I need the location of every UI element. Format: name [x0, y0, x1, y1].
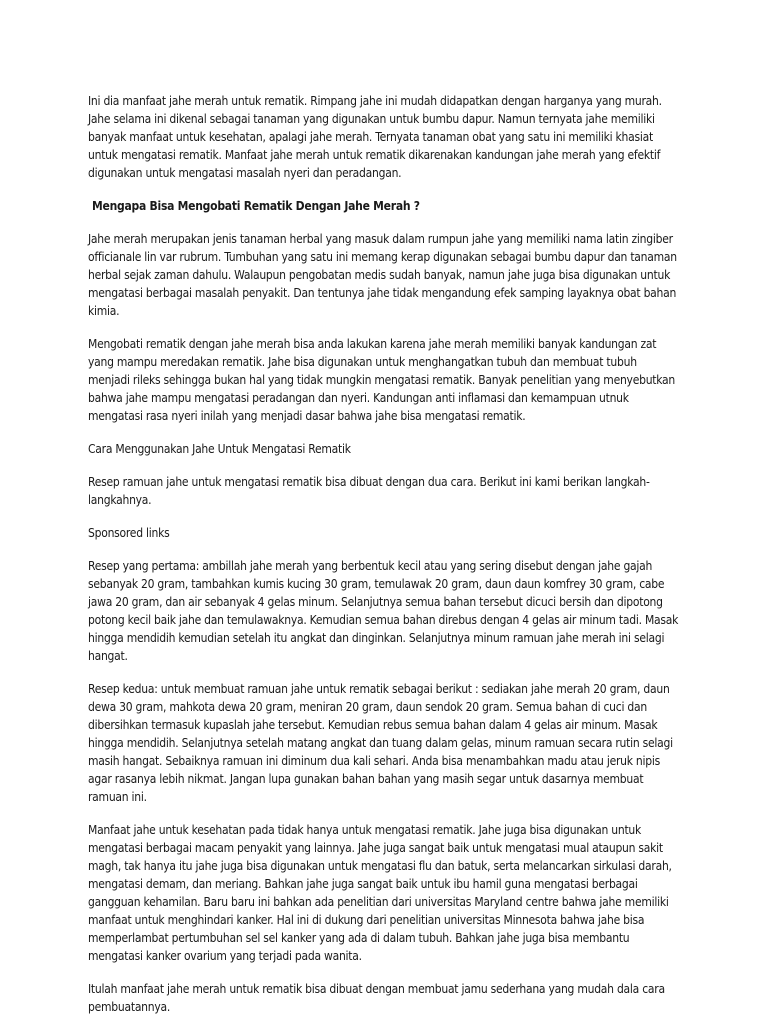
sponsored-links-label: Sponsored links [88, 526, 170, 540]
paragraph-intro: Ini dia manfaat jahe merah untuk rematik. Rimpang jahe ini mudah didapatkan dengan harganya yang murah. Jahe selama ini dikenal sebagai tanaman yang digunakan untuk bumbu dapur. Namun ternyata jahe memiliki banyak manfaat untuk kesehatan, apalagi jahe merah. Ternyata tanaman obat yang satu ini memiliki khasiat untuk mengatasi rematik. Manfaat jahe merah untuk rematik dikarenakan kandungan jahe merah yang efektif digunakan untuk mengatasi masalah nyeri dan peradangan. [88, 94, 662, 180]
paragraph-resep-pertama: Resep yang pertama: ambillah jahe merah yang berbentuk kecil atau yang sering disebut dengan jahe gajah sebanyak 20 gram, tambahkan kumis kucing 30 gram, temulawak 20 gram, daun daun komfrey 30 gram, cabe jawa 20 gram, dan air sebanyak 4 gelas minum. Selanjutnya semua bahan tersebut dicuci bersih dan dipotong potong kecil baik jahe dan temulawaknya. Kemudian semua bahan direbus dengan 4 gelas air minum tadi. Masak hingga mendidih kemudian setelah itu angkat dan dinginkan. Selanjutnya minum ramuan jahe merah ini selagi hangat. [88, 559, 679, 663]
document-body [88, 92, 680, 1031]
paragraph-resep-kedua: Resep kedua: untuk membuat ramuan jahe untuk rematik sebagai berikut : sediakan jahe merah 20 gram, daun dewa 30 gram, mahkota dewa 20 gram, meniran 20 gram, daun sendok 20 gram. Semua bahan di cuci dan dibersihkan termasuk kupaslah jahe tersebut. Kemudian rebus semua bahan dalam 4 gelas air minum. Masak hingga mendidih. Selanjutnya setelah matang angkat dan tuang dalam gelas, minum ramuan secara rutin selagi masih hangat. Sebaiknya ramuan ini diminum dua kali sehari. Anda bisa menambahkan madu atau jeruk nipis agar rasanya lebih nikmat. Jangan lupa gunakan bahan bahan yang masih segar untuk dasarnya membuat ramuan ini. [88, 682, 673, 804]
paragraph-jahe-merah: Jahe merah merupakan jenis tanaman herbal yang masuk dalam rumpun jahe yang memiliki nama latin zingiber officianale lin var rubrum. Tumbuhan yang satu ini memang kerap digunakan sebagai bumbu dapur dan tanaman herbal sejak zaman dahulu. Walaupun pengobatan medis sudah banyak, namun jahe juga bisa digunakan untuk mengatasi berbagai masalah penyakit. Dan tentunya jahe tidak mengandung efek samping layaknya obat bahan kimia. [88, 232, 677, 318]
section-heading-why: Mengapa Bisa Mengobati Rematik Dengan Jahe Merah ? [92, 199, 420, 213]
section-heading-how: Cara Menggunakan Jahe Untuk Mengatasi Rematik [88, 442, 351, 456]
paragraph-mengobati-rematik: Mengobati rematik dengan jahe merah bisa anda lakukan karena jahe merah memiliki banyak kandungan zat yang mampu meredakan rematik. Jahe bisa digunakan untuk menghangatkan tubuh dan membuat tubuh menjadi rileks sehingga bukan hal yang tidak mungkin mengatasi rematik. Banyak penelitian yang menyebutkan bahwa jahe mampu mengatasi peradangan dan nyeri. Kandungan anti inflamasi dan kemampuan utnuk mengatasi rasa nyeri inilah yang menjadi dasar bahwa jahe bisa mengatasi rematik. [88, 337, 676, 423]
paragraph-resep-intro: Resep ramuan jahe untuk mengatasi rematik bisa dibuat dengan dua cara. Berikut ini kami berikan langkah-langkahnya. [88, 475, 650, 507]
paragraph-manfaat-kesehatan: Manfaat jahe untuk kesehatan pada tidak hanya untuk mengatasi rematik. Jahe juga bisa digunakan untuk mengatasi berbagai macam penyakit yang lainnya. Jahe juga sangat baik untuk mengatasi mual ataupun sakit magh, tak hanya itu jahe juga bisa digunakan untuk mengatasi flu dan batuk, serta melancarkan sirkulasi darah, mengatasi demam, dan meriang. Bahkan jahe juga sangat baik untuk ibu hamil guna mengatasi berbagai gangguan kehamilan. Baru baru ini bahkan ada penelitian dari universitas Maryland centre bahwa jahe memiliki manfaat untuk menghindari kanker. Hal ini di dukung dari penelitian universitas Minnesota bahwa jahe bisa memperlambat pertumbuhan sel sel kanker yang ada di dalam tubuh. Bahkan jahe juga bisa membantu mengatasi kanker ovarium yang terjadi pada wanita. [88, 823, 672, 963]
paragraph-penutup: Itulah manfaat jahe merah untuk rematik bisa dibuat dengan membuat jamu sederhana yang mudah dala cara pembuatannya. [88, 982, 665, 1014]
